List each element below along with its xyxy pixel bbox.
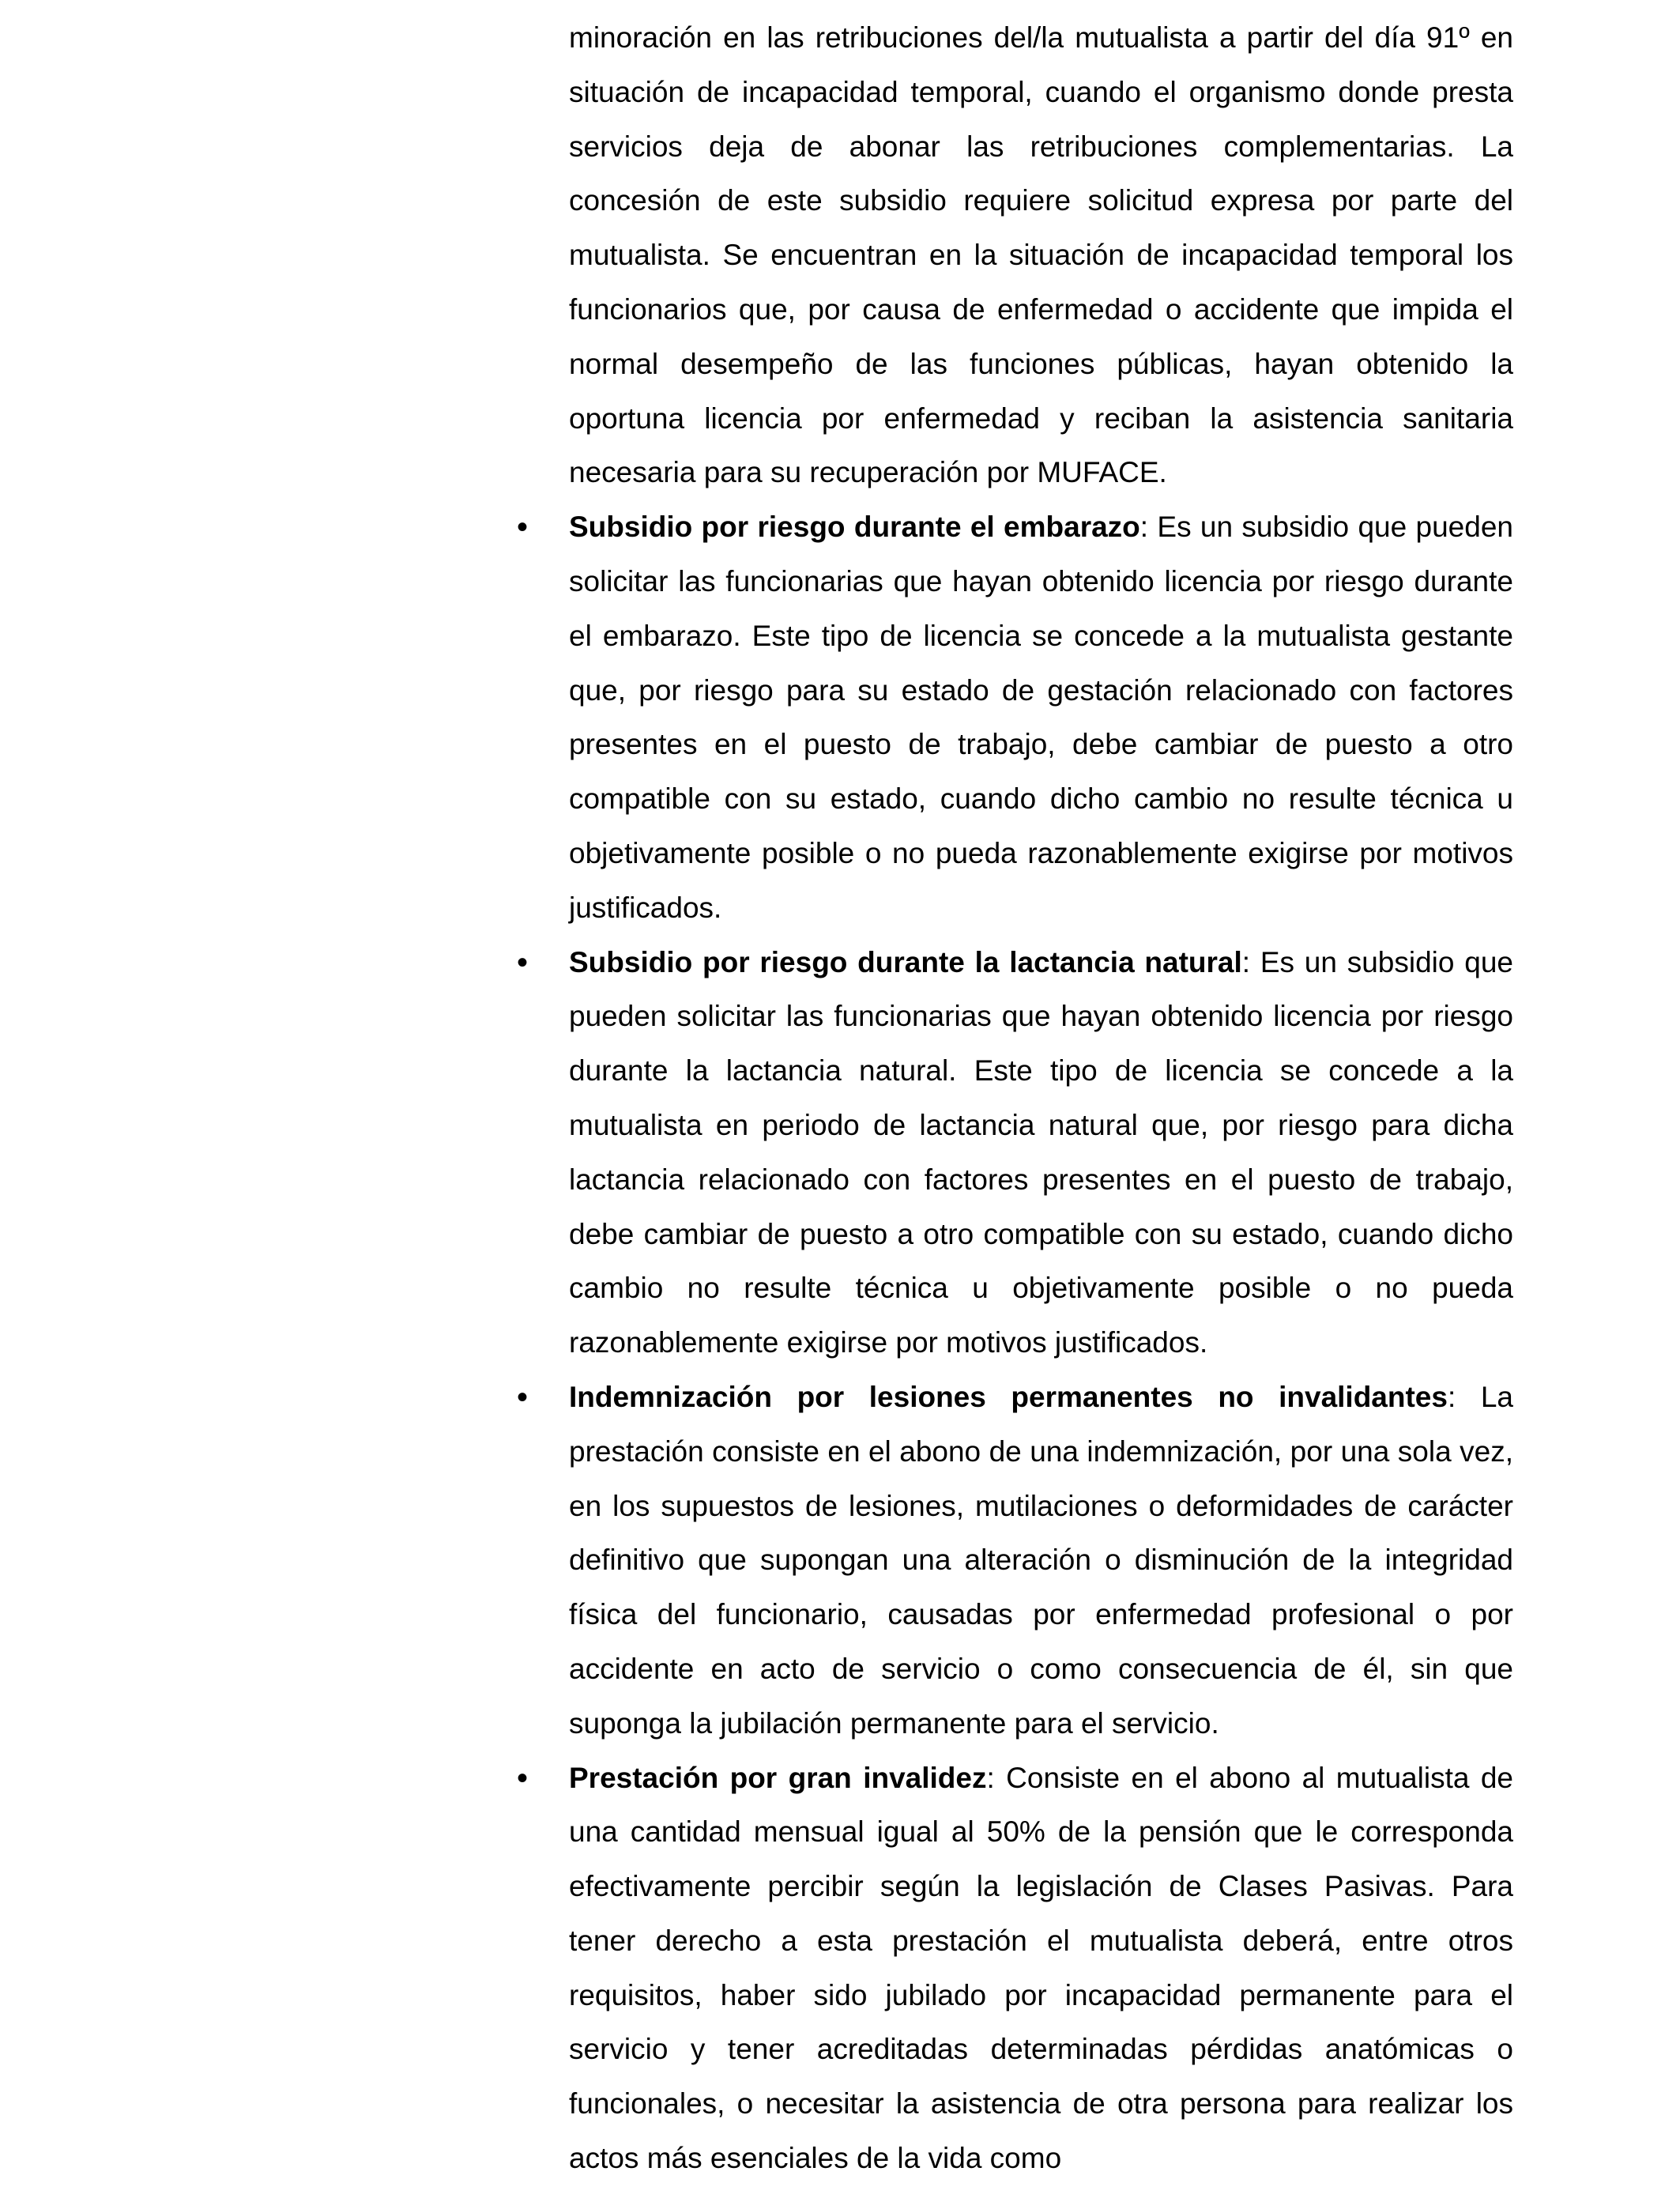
list-item-term: Subsidio por riesgo durante la lactancia natural: [569, 945, 1242, 978]
list-item-riesgo-embarazo: [516, 500, 1513, 935]
list-item-term: Subsidio por riesgo durante el embarazo: [569, 511, 1140, 544]
benefits-list: [516, 500, 1513, 2186]
bullet-icon: •: [516, 1379, 528, 1415]
list-item-riesgo-lactancia: [516, 936, 1513, 1370]
list-item-text: : Consiste en el abono al mutualista de una cantidad mensual igual al 50% de la pensión que le corresponda efectivamente percibir según la legislación de Clases Pasivas. Para tener derecho a esta prestación el mutualista deberá, entre otros requisitos, haber sido jubilado por incapacidad permanente para el servicio y tener acreditadas determinadas pérdidas anatómicas o funcionales, o necesitar la asistencia de otra persona para realizar los actos más esenciales de la vida como: [569, 1761, 1513, 2175]
bullet-icon: •: [516, 510, 528, 545]
list-item-text: : Es un subsidio que pueden solicitar las funcionarias que hayan obtenido licencia por riesgo durante la lactancia natural. Este tipo de licencia se concede a la mutualista en periodo de lactancia natural que, por riesgo para dicha lactancia relacionado con factores presentes en el puesto de trabajo, debe cambiar de puesto a otro compatible con su estado, cuando dicho cambio no resulte técnica u objetivamente posible o no pueda razonablemente exigirse por motivos justificados.: [569, 945, 1513, 1359]
continuation-paragraph: minoración en las retribuciones del/la mutualista a partir del día 91º en situación de incapacidad temporal, cuando el organismo donde presta servicios deja de abonar las retribuciones complementarias. La concesión de este subsidio requiere solicitud expresa por parte del mutualista. Se encuentran en la situación de incapacidad temporal los funcionarios que, por causa de enfermedad o accidente que impida el normal desempeño de las funciones públicas, hayan obtenido la oportuna licencia por enfermedad y reciban la asistencia sanitaria necesaria para su recuperación por MUFACE.: [569, 21, 1513, 489]
list-item-term: Indemnización por lesiones permanentes no invalidantes: [569, 1380, 1448, 1413]
list-item-text: : La prestación consiste en el abono de una indemnización, por una sola vez, en los supuestos de lesiones, mutilaciones o deformidades de carácter definitivo que supongan una alteración o disminución de la integridad física del funcionario, causadas por enfermedad profesional o por accidente en acto de servicio o como consecuencia de él, sin que suponga la jubilación permanente para el servicio.: [569, 1380, 1513, 1740]
list-item-lesiones-permanentes: [516, 1370, 1513, 1751]
document-body: [516, 11, 1513, 2186]
bullet-icon: •: [516, 1760, 528, 1796]
list-item-gran-invalidez: [516, 1751, 1513, 2186]
list-item-term: Prestación por gran invalidez: [569, 1761, 987, 1794]
bullet-icon: •: [516, 944, 528, 980]
list-item-text: : Es un subsidio que pueden solicitar las funcionarias que hayan obtenido licencia por riesgo durante el embarazo. Este tipo de licencia se concede a la mutualista gestante que, por riesgo para su estado de gestación relacionado con factores presentes en el puesto de trabajo, debe cambiar de puesto a otro compatible con su estado, cuando dicho cambio no resulte técnica u objetivamente posible o no pueda razonablemente exigirse por motivos justificados.: [569, 511, 1513, 924]
